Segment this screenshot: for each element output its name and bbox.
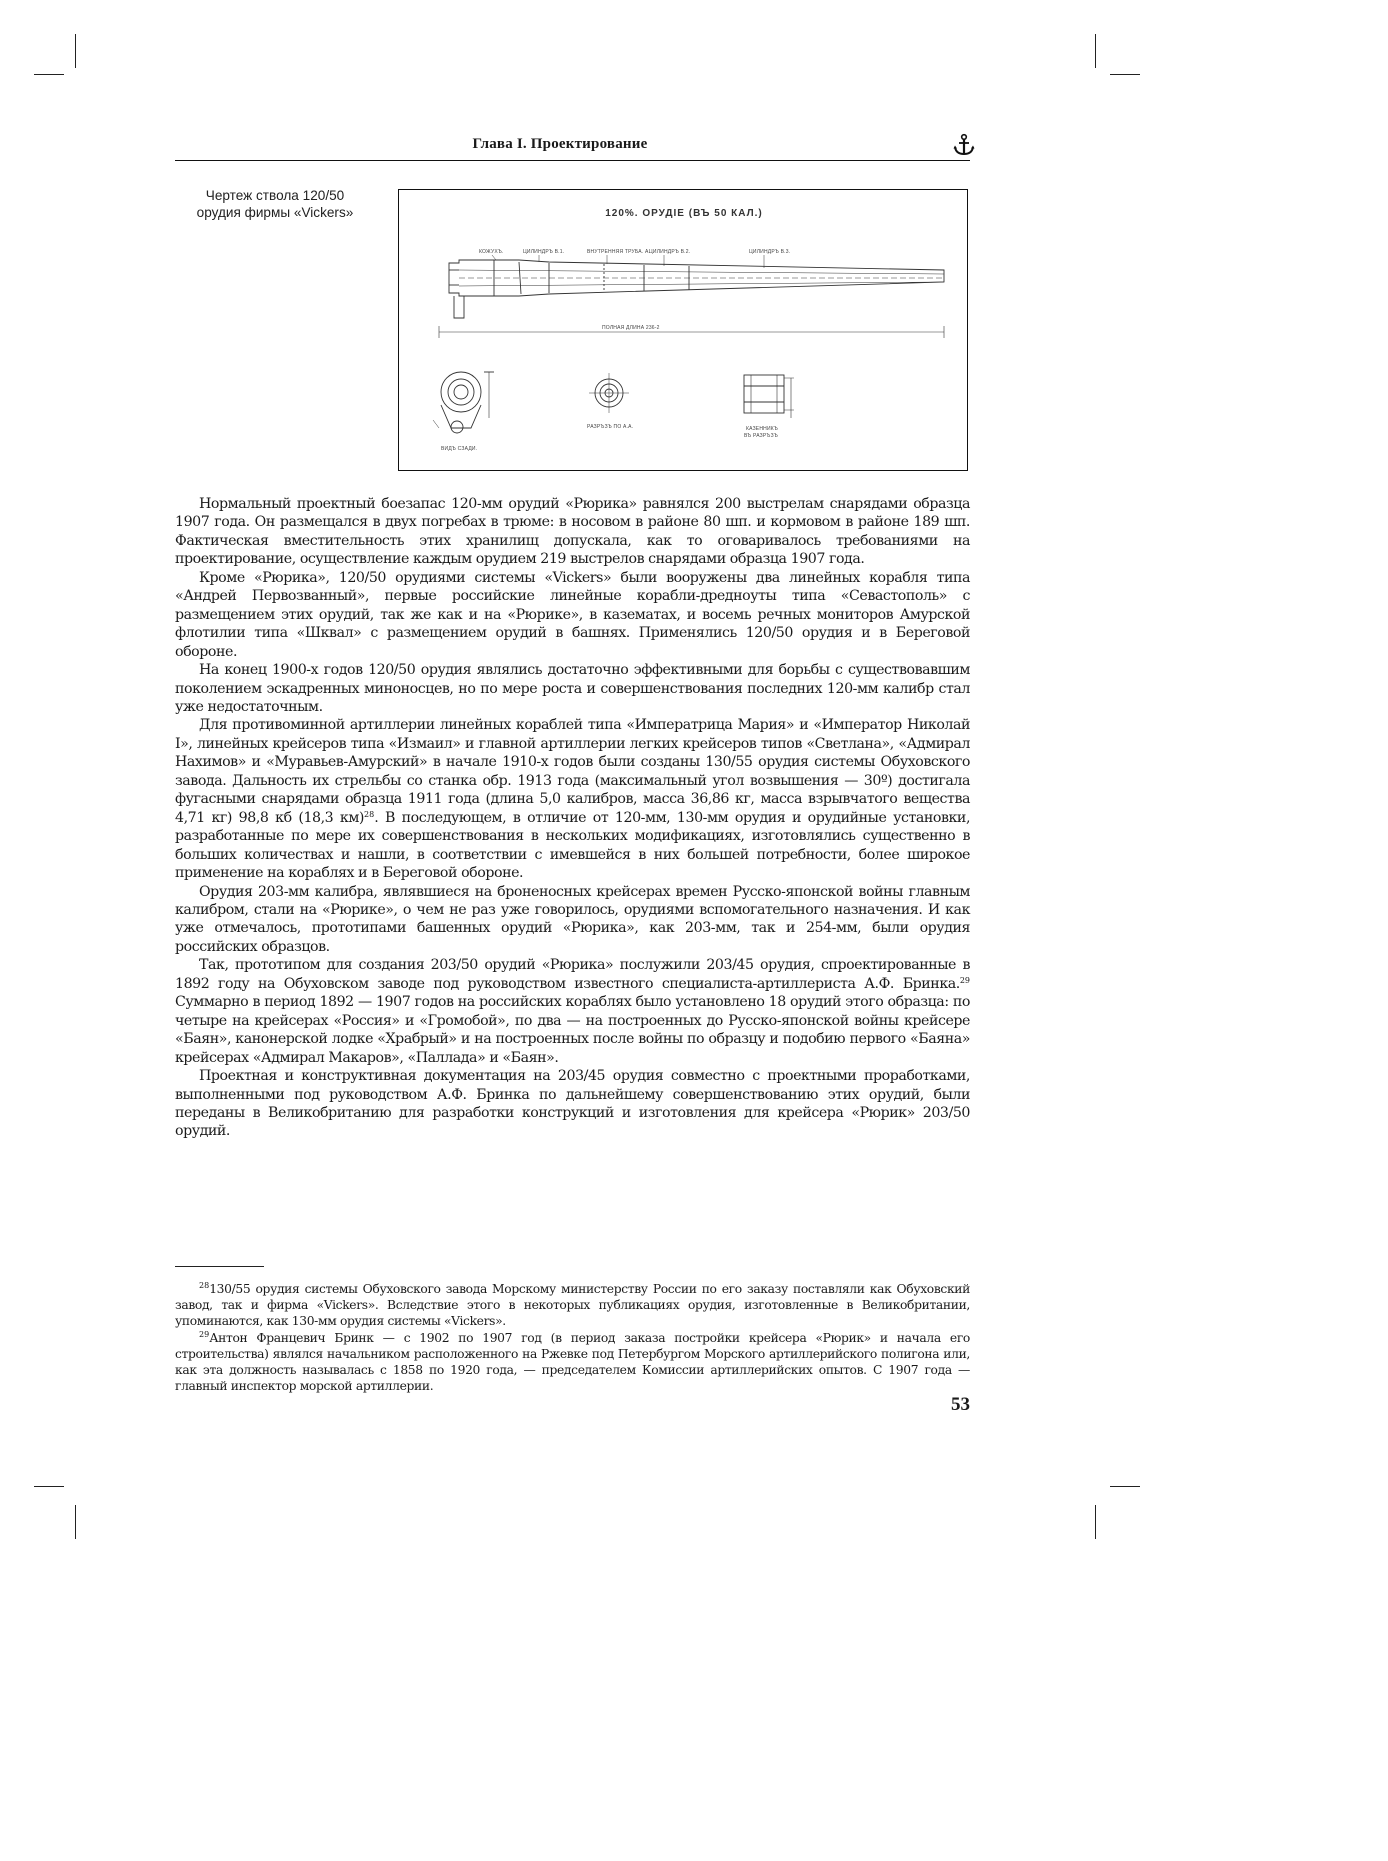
paragraph-part: Суммарно в период 1892 — 1907 годов на российских кораблях было установлено 18 орудий этого образца: по четыре на крейсерах «Россия» и «Громобой», по два — на построенных до Русско-японской войны крейсере «Баян», канонерской лодке «Храбрый» и на построенных после войны по образцу и подобию первого «Баяна» крейсерах «Адмирал Макаров», «Паллада» и «Баян». <box>175 994 970 1066</box>
footnote <box>175 1330 970 1395</box>
crop-mark-top-left-h <box>34 74 64 75</box>
paragraph-part: . В последующем, в отличие от 120-мм, 130-мм орудия и орудийные установки, разработанные по мере их совершенствования в нескольких модификациях, изготовлялись существенно в больших количествах и нашли, в соответствии с имевшейся в них большей потребности, более широкое применение на кораблях и в Береговой обороне. <box>175 809 971 882</box>
footnote-rule <box>175 1266 264 1267</box>
footnotes <box>175 1281 970 1394</box>
label-cylinder-b1: ЦИЛИНДРЪ В.1. <box>523 249 565 255</box>
paragraph-part: Так, прототипом для создания 203/50 орудий «Рюрика» послужили 203/45 орудия, спроектированные в 1892 году на Обуховском заводе под руководством известного специалиста-артиллериста А.Ф. Бринка. <box>175 957 970 992</box>
footnote-text: Антон Францевич Бринк — с 1902 по 1907 год (в период заказа постройки крейсера «Рюрик» и начала его строительства) являлся начальником расположенного на Ржевке под Петербургом Морского артиллерийского полигона или, как эта должность называлась с 1858 по 1920 года, — председателем Комиссии артиллерийских опытов. С 1907 года — главный инспектор морской артиллерии. <box>175 1330 970 1394</box>
label-inner-tube: ВНУТРЕННЯЯ ТРУБА. А. <box>587 249 651 255</box>
crop-mark-bottom-right <box>1095 1505 1096 1539</box>
paragraph: На конец 1900-х годов 120/50 орудия являлись достаточно эффективными для борьбы с существовавшим поколением эскадренных миноносцев, но по мере роста и совершенствования последних 120-мм калибр стал уже недостаточным. <box>175 662 970 715</box>
label-casing: КОЖУХЪ. <box>479 249 504 255</box>
chapter-title: Глава I. Проектирование <box>472 136 648 152</box>
barrel-drawing-svg <box>399 190 966 469</box>
paragraph <box>175 956 970 1067</box>
paragraph: Проектная и конструктивная документация на 203/45 орудия совместно с проектными проработками, выполненными под руководством А.Ф. Бринка по дальнейшему совершенствованию этих орудий, были переданы в Великобританию для разработки конструкций и изготовления для крейсера «Рюрик» 203/50 орудий. <box>175 1068 970 1140</box>
gun-barrel-drawing <box>398 189 968 471</box>
header-rule <box>175 160 970 161</box>
label-cylinder-b2: ЦИЛИНДРЪ В.2. <box>649 249 691 255</box>
label-rear-view: ВИДЪ СЗАДИ. <box>441 446 478 452</box>
crop-mark-top-right-h <box>1110 74 1140 75</box>
paragraph <box>175 716 970 882</box>
label-section-aa: РАЗРЪЗЪ ПО А.А. <box>587 424 634 430</box>
footnote-ref: 28 <box>364 809 375 819</box>
footnote-text: 130/55 орудия системы Обуховского завода Морскому министерству России по его заказу поставляли как Обуховский завод, так и фирма «Vickers». Вследствие этого в некоторых публикациях орудия, изготовленные в Великобритании, упоминаются, как 130-мм орудия системы «Vickers». <box>175 1282 970 1329</box>
paragraph: Орудия 203-мм калибра, являвшиеся на броненосных крейсерах времен Русско-японской войны главным калибром, стали на «Рюрике», о чем не раз уже говорилось, орудиями вспомогательного назначения. И как уже отмечалось, прототипами башенных орудий «Рюрика», как 203-мм, так и 254-мм, были орудия российских образцов. <box>175 883 970 955</box>
crop-mark-bottom-left-h <box>34 1486 64 1487</box>
paragraph: Кроме «Рюрика», 120/50 орудиями системы «Vickers» были вооружены два линейных корабля типа «Андрей Первозванный», первые российские линейные корабли-дредноуты типа «Севастополь» с размещением этих орудий, так же как и на «Рюрике», в казематах, и восемь речных мониторов Амурской флотилии типа «Шквал» с размещением орудий в башнях. Применялись 120/50 орудия и в Береговой обороне. <box>175 569 970 660</box>
label-total-length: ПОЛНАЯ ДЛИНА 236-2 <box>599 325 663 331</box>
figure-caption: Чертеж ствола 120/50 орудия фирмы «Vickers» <box>196 188 354 220</box>
crop-mark-top-left <box>75 34 76 68</box>
paragraph: Нормальный проектный боезапас 120-мм орудий «Рюрика» равнялся 200 выстрелам снарядами образца 1907 года. Он размещался в двух погребах в трюме: в носовом в районе 80 шп. и кормовом в районе 189 шп. Фактическая вместительность этих хранилищ допускала, как то оговаривалось требованиями на проектирование, осуществление каждым орудием 219 выстрелов снарядами образца 1907 года. <box>175 496 970 568</box>
crop-mark-top-right <box>1095 34 1096 68</box>
label-cylinder-b3: ЦИЛИНДРЪ В.3. <box>749 249 791 255</box>
footnote-number: 29 <box>199 1329 210 1339</box>
label-breech-2: ВЪ РАЗРЪЗЪ <box>744 433 778 439</box>
main-text <box>175 495 970 1141</box>
footnote-ref: 29 <box>959 975 970 985</box>
page-number: 53 <box>951 1394 970 1415</box>
crop-mark-bottom-left <box>75 1505 76 1539</box>
footnote <box>175 1281 970 1330</box>
crop-mark-bottom-right-h <box>1110 1486 1140 1487</box>
anchor-icon <box>952 133 976 157</box>
drawing-title: 120%. ОРУДІЕ (ВЪ 50 КАЛ.) <box>605 208 763 219</box>
footnote-number: 28 <box>199 1281 210 1290</box>
label-breech-1: КАЗЕННИКЪ <box>746 426 779 432</box>
paragraph-part: Для противоминной артиллерии линейных кораблей типа «Императрица Мария» и «Император Николай I», линейных крейсеров типа «Измаил» и главной артиллерии легких крейсеров типов «Светлана», «Адмирал Нахимов» и «Муравьев-Амурский» в начале 1910-х годов были созданы 130/55 орудия системы Обуховского завода. Дальность их стрельбы со станка обр. 1913 года (максимальный угол возвышения — 30º) достигала фугасными снарядами образца 1911 года (длина 5,0 калибров, масса 36,86 кг, масса взрывчатого вещества 4,71 кг) 98,8 кб (18,3 км) <box>175 717 970 826</box>
